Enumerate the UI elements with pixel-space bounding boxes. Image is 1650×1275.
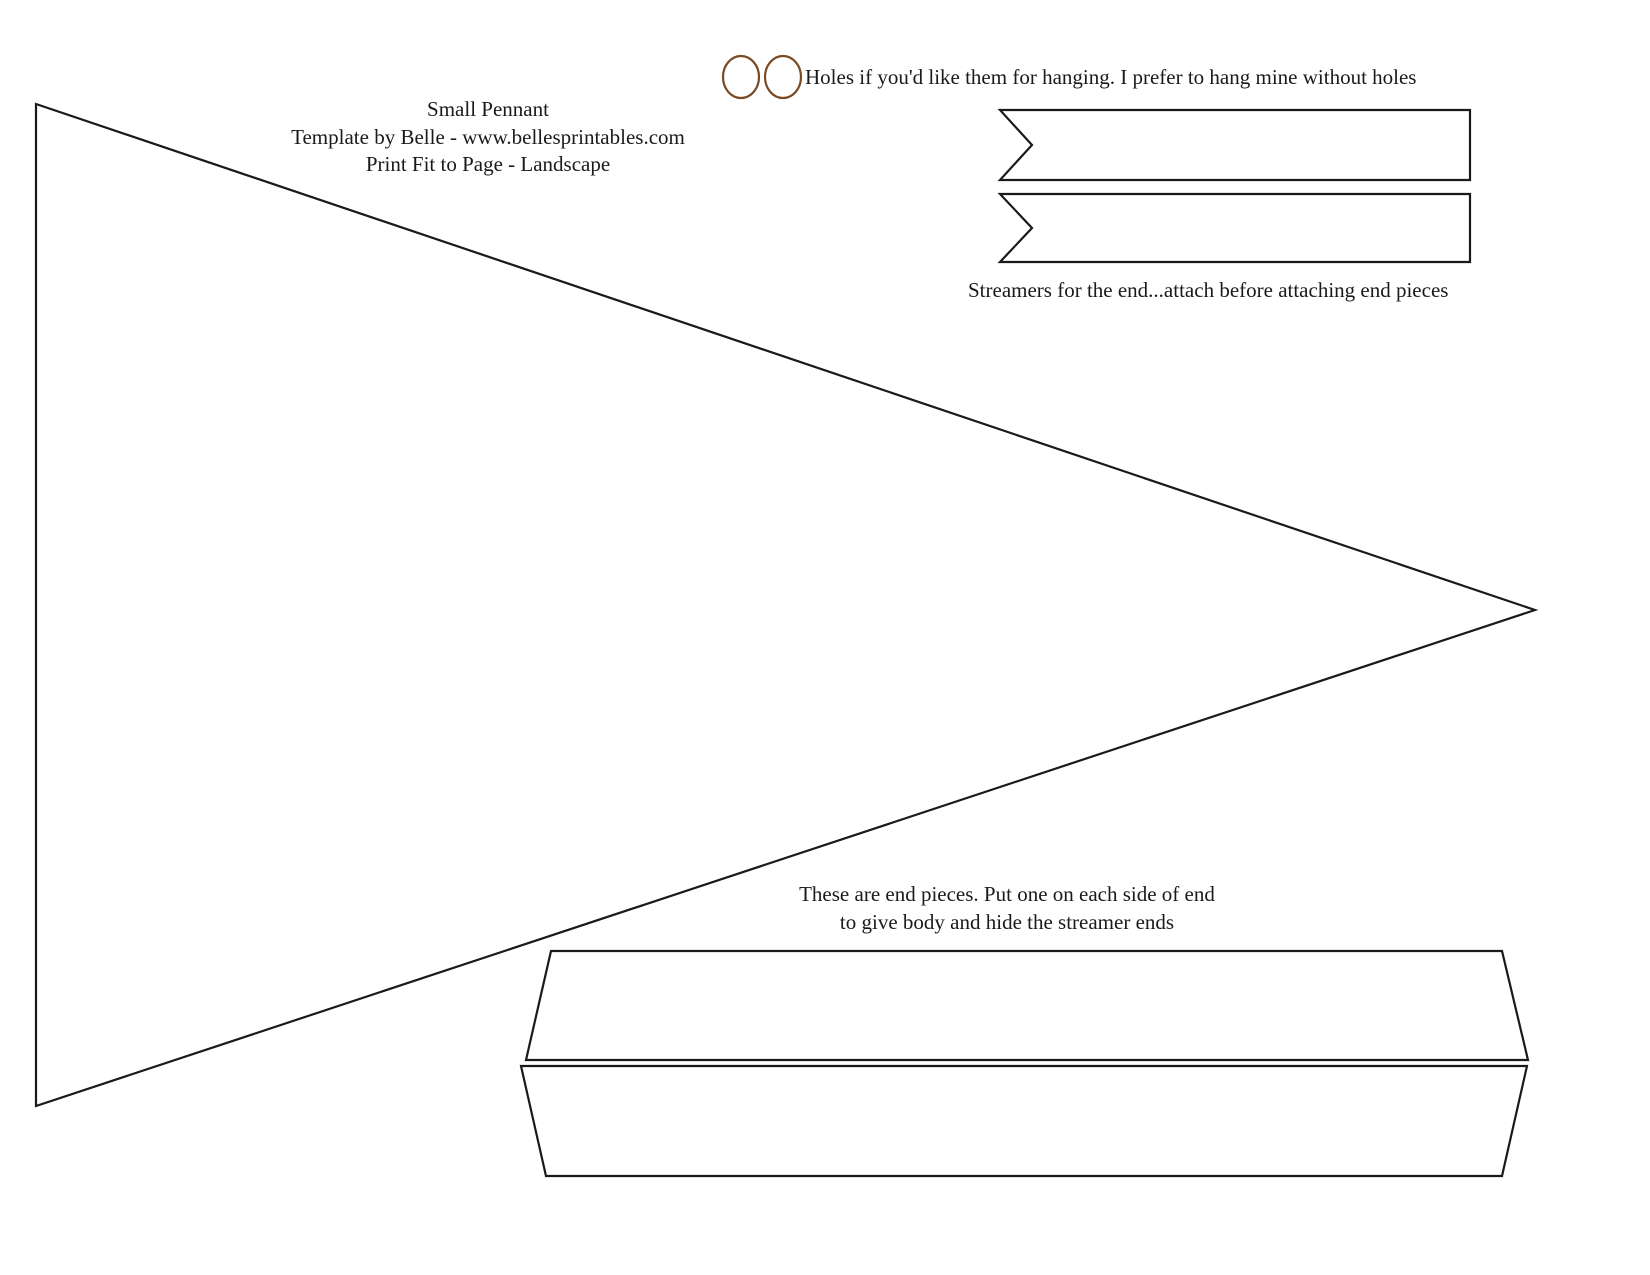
end-piece-shape-1	[526, 951, 1528, 1060]
end-piece-shape-2	[521, 1066, 1527, 1176]
title-line-1: Small Pennant	[427, 97, 549, 121]
hole-right-icon	[765, 56, 801, 98]
end-pieces-note-line-2: to give body and hide the streamer ends	[839, 909, 1175, 934]
streamer-shape-2	[1000, 194, 1470, 262]
end-pieces-note-label	[762, 881, 1252, 936]
page-title	[258, 96, 718, 179]
end-pieces-note-line-1: These are end pieces. Put one on each side of end	[799, 882, 1215, 906]
streamers-note-label: Streamers for the end...attach before attaching end pieces	[968, 278, 1449, 302]
hole-left-icon	[723, 56, 759, 98]
title-line-3: Print Fit to Page - Landscape	[365, 152, 611, 177]
holes-note-label: Holes if you'd like them for hanging. I prefer to hang mine without holes	[805, 65, 1417, 89]
streamer-shape-1	[1000, 110, 1470, 180]
title-line-2: Template by Belle - www.bellesprintables.com	[291, 124, 685, 149]
